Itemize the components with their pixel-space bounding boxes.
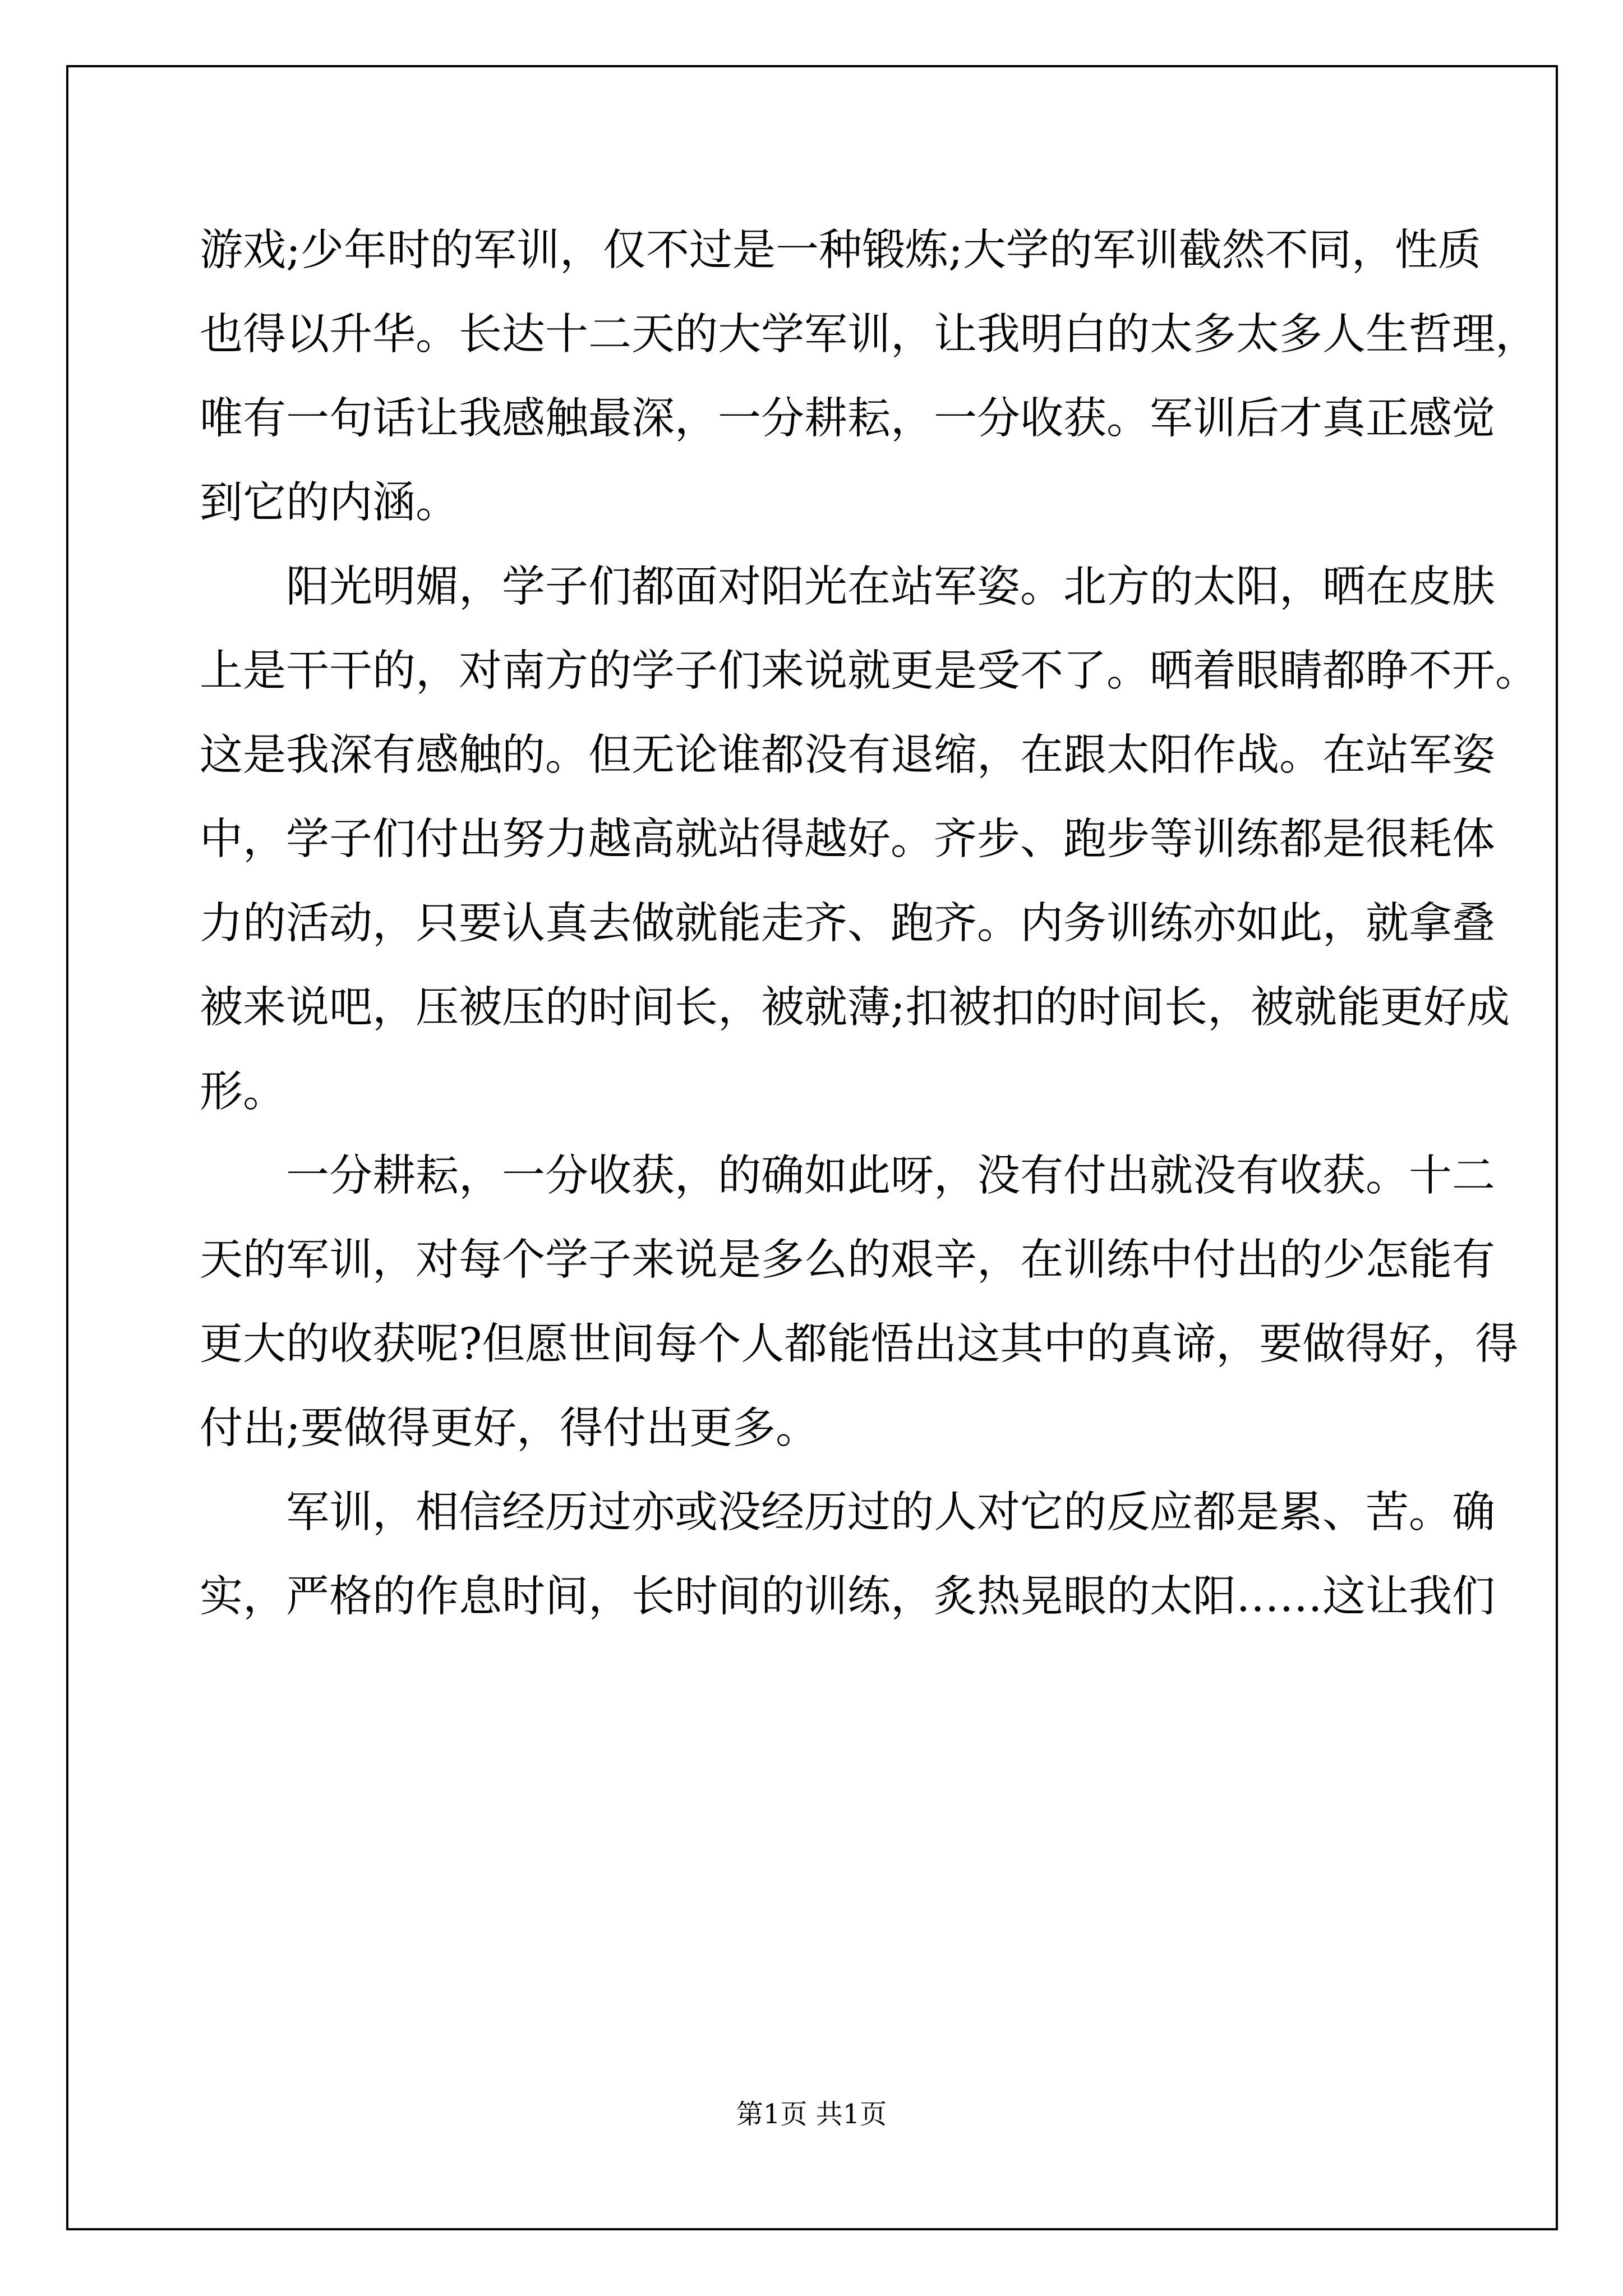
text-line: 这是我深有感触的。但无论谁都没有退缩，在跟太阳作战。在站军姿 (200, 730, 1495, 780)
text-line: 游戏;少年时的军训，仅不过是一种锻炼;大学的军训截然不同，性质 (200, 226, 1481, 275)
text-line: 也得以升华。长达十二天的大学军训，让我明白的太多太多人生哲理， (200, 310, 1538, 360)
text-line: 被来说吧，压被压的时间长，被就薄;扣被扣的时间长，被就能更好成 (200, 983, 1510, 1033)
text-line: 实，严格的作息时间，长时间的训练，炙热晃眼的太阳……这让我们 (200, 1572, 1495, 1622)
text-line: 力的活动，只要认真去做就能走齐、跑齐。内务训练亦如此，就拿叠 (200, 899, 1495, 949)
text-line-paragraph-start: 军训，相信经历过亦或没经历过的人对它的反应都是累、苦。确 (286, 1488, 1495, 1538)
text-line-paragraph-start: 一分耕耘，一分收获，的确如此呀，没有付出就没有收获。十二 (286, 1151, 1495, 1201)
text-line: 天的军训，对每个学子来说是多么的艰辛，在训练中付出的少怎能有 (200, 1235, 1495, 1285)
text-line: 更大的收获呢?但愿世间每个人都能悟出这其中的真谛，要做得好，得 (200, 1319, 1519, 1369)
document-body (200, 209, 1538, 1639)
text-line: 唯有一句话让我感触最深，一分耕耘，一分收获。军训后才真正感觉 (200, 394, 1495, 444)
text-line-paragraph-start: 阳光明媚，学子们都面对阳光在站军姿。北方的太阳，晒在皮肤 (286, 562, 1495, 612)
page-footer: 第1页 共1页 (736, 2099, 887, 2130)
text-line: 到它的内涵。 (200, 478, 459, 528)
text-line: 上是干干的，对南方的学子们来说就更是受不了。晒着眼睛都睁不开。 (200, 646, 1538, 696)
text-line: 中，学子们付出努力越高就站得越好。齐步、跑步等训练都是很耗体 (200, 815, 1495, 864)
text-line: 付出;要做得更好，得付出更多。 (200, 1404, 819, 1453)
text-line: 形。 (200, 1067, 286, 1117)
